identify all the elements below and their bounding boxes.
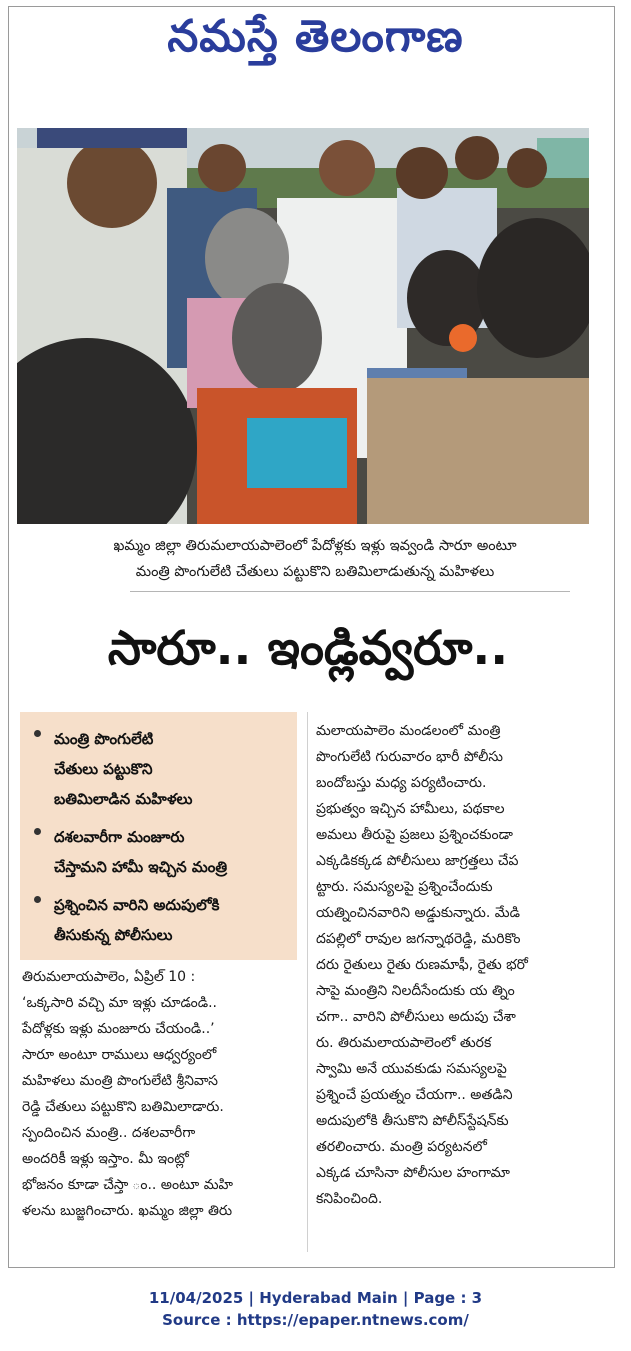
- body-line: అదుపులోకి తీసుకొని పోలీస్‌స్టేషన్‌కు: [316, 1113, 509, 1129]
- body-line: భోజనం కూడా చేస్తా ం.. అంటూ మహి: [22, 1177, 233, 1193]
- body-line: మలాయపాలెం మండలంలో మంత్రి: [316, 723, 501, 739]
- body-line: యత్నించినవారిని అడ్డుకున్నారు. మేడి: [316, 905, 520, 921]
- body-line: బందోబస్తు మధ్య పర్యటించారు.: [316, 775, 487, 791]
- caption-line: ఖమ్మం జిల్లా తిరుమలాయపాలెంలో పేదోళ్లకు ఇళ్లు ఇవ్వండి సారూ అంటూ: [113, 538, 517, 554]
- highlight-line: మంత్రి పొంగులేటి: [54, 730, 154, 748]
- newspaper-masthead: [0, 6, 631, 78]
- caption-divider: [130, 591, 570, 592]
- article-body-right: [316, 718, 602, 1212]
- bullet-icon: [34, 730, 41, 737]
- body-line: అమలు తీరుపై ప్రజలు ప్రశ్నించకుండా: [316, 827, 513, 843]
- article-body-left: [22, 964, 298, 1224]
- highlight-item: [34, 724, 291, 814]
- highlight-line: ప్రశ్నించిన వారిని అదుపులోకి: [54, 896, 220, 914]
- highlight-line: చేతులు పట్టుకొని: [54, 760, 153, 778]
- page-footer: [0, 1287, 631, 1331]
- headline-text: సారూ.. ఇండ్లివ్వరూ..: [107, 621, 509, 676]
- highlight-line: దశలవారీగా మంజూరు: [54, 828, 185, 846]
- body-line: ప్రశ్నించే ప్రయత్నం చేయగా.. అతడిని: [316, 1087, 513, 1103]
- body-line: తిరుమలాయపాలెం, ఏప్రిల్ 10 :: [22, 969, 196, 985]
- body-line: దరు రైతులు రైతు రుణమాఫీ, రైతు భరో: [316, 957, 528, 973]
- body-line: పొంగులేటి గురువారం భారీ పోలీసు: [316, 749, 504, 765]
- body-line: దపల్లిలో రావుల జగన్నాథరెడ్డి, మరికొం: [316, 931, 521, 947]
- caption-line: మంత్రి పొంగులేటి చేతులు పట్టుకొని బతిమిలాడుతున్న మహిళలు: [135, 564, 495, 580]
- body-line: కనిపించింది.: [316, 1191, 383, 1207]
- highlight-line: తీసుకున్న పోలీసులు: [54, 926, 173, 944]
- body-line: ట్టారు. సమస్యలపై ప్రశ్నించేందుకు: [316, 879, 493, 895]
- bullet-icon: [34, 896, 41, 903]
- photo-caption: [30, 533, 600, 585]
- bullet-icon: [34, 828, 41, 835]
- body-line: ‘ఒక్కసారి వచ్చి మా ఇళ్లు చూడండి..: [22, 995, 217, 1011]
- highlight-line: బతిమిలాడిన మహిళలు: [54, 790, 193, 808]
- body-line: ప్రభుత్వం ఇచ్చిన హామీలు, పథకాల: [316, 801, 505, 817]
- body-line: స్వామి అనే యువకుడు సమస్యలపై: [316, 1061, 507, 1077]
- article-headline: [18, 606, 598, 702]
- edition-info: 11/04/2025 | Hyderabad Main | Page : 3: [148, 1289, 483, 1307]
- body-line: పేదోళ్లకు ఇళ్లు మంజూరు చేయండి..’: [22, 1021, 215, 1037]
- body-line: ళలను బుజ్జగించారు. ఖమ్మం జిల్లా తిరు: [22, 1203, 233, 1219]
- body-line: తరలించారు. మంత్రి పర్యటనలో: [316, 1139, 487, 1155]
- column-divider: [307, 712, 308, 1252]
- news-photo: [17, 128, 589, 524]
- body-line: ఎక్కడికక్కడ పోలీసులు జాగ్రత్తలు చేప: [316, 853, 519, 869]
- body-line: చగా.. వారిని పోలీసులు అదుపు చేశా: [316, 1009, 516, 1025]
- source-link[interactable]: Source : https://epaper.ntnews.com/: [162, 1311, 469, 1329]
- body-line: సారూ అంటూ రాములు ఆధ్వర్యంలో: [22, 1047, 217, 1063]
- highlights-box: [20, 712, 297, 960]
- body-line: మహిళలు మంత్రి పొంగులేటి శ్రీనివాస: [22, 1073, 218, 1089]
- masthead-title: నమస్తే తెలంగాణ: [167, 11, 464, 62]
- highlight-item: [34, 822, 291, 882]
- body-line: రు. తిరుమలాయపాలెంలో తురక: [316, 1035, 492, 1051]
- body-line: అందరికీ ఇళ్లు ఇస్తాం. మీ ఇంట్లో: [22, 1151, 189, 1167]
- body-line: రెడ్డి చేతులు పట్టుకొని బతిమిలాడారు.: [22, 1099, 224, 1115]
- body-line: స్పందించిన మంత్రి.. దశలవారీగా: [22, 1125, 196, 1141]
- highlight-line: చేస్తామని హామీ ఇచ్చిన మంత్రి: [54, 858, 228, 876]
- body-line: సాపై మంత్రిని నిలదీసేందుకు య త్నిం: [316, 983, 515, 999]
- highlight-item: [34, 890, 291, 950]
- body-line: ఎక్కడ చూసినా పోలీసుల హంగామా: [316, 1165, 510, 1181]
